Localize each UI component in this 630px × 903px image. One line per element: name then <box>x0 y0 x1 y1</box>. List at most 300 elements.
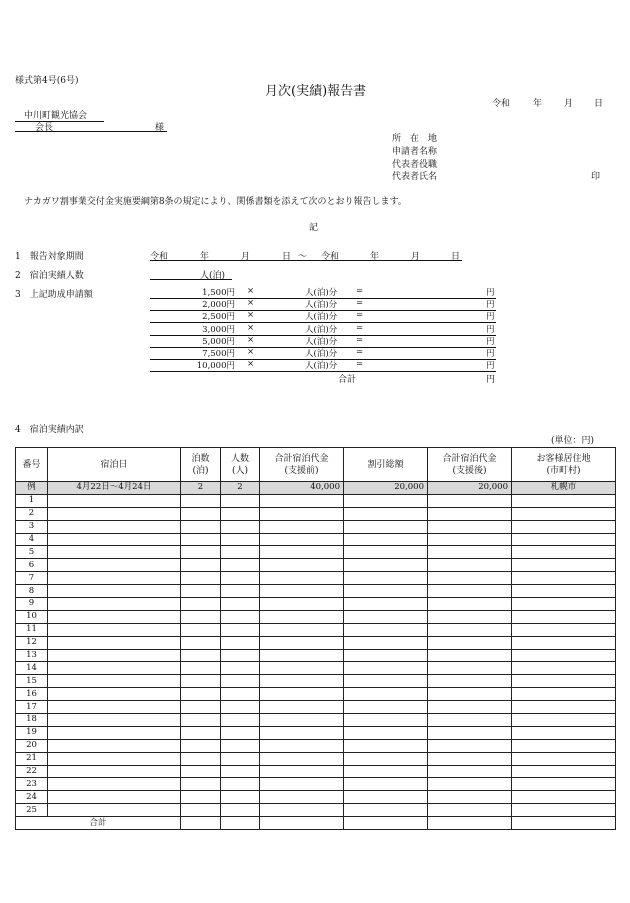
subsidy-unit: 人(泊)分 <box>305 336 338 347</box>
table-cell[interactable] <box>428 714 512 727</box>
table-cell[interactable] <box>260 494 344 507</box>
table-cell[interactable] <box>221 636 260 649</box>
table-cell[interactable] <box>48 559 181 572</box>
table-cell[interactable] <box>344 739 428 752</box>
table-cell[interactable] <box>344 688 428 701</box>
subsidy-row <box>150 310 496 323</box>
table-cell[interactable] <box>512 675 616 688</box>
row-number: 22 <box>16 765 48 778</box>
period-year-end: 年 <box>370 252 380 262</box>
table-cell[interactable] <box>48 610 181 623</box>
table-cell[interactable] <box>260 559 344 572</box>
table-cell[interactable] <box>181 507 221 520</box>
row-number: 3 <box>16 520 48 533</box>
table-cell[interactable] <box>344 520 428 533</box>
table-cell[interactable] <box>428 520 512 533</box>
table-cell[interactable] <box>48 765 181 778</box>
table-cell[interactable] <box>181 778 221 791</box>
table-cell[interactable] <box>181 791 221 804</box>
period-era-end: 令和 <box>321 252 340 262</box>
table-cell[interactable] <box>181 610 221 623</box>
times-sign: × <box>247 298 255 309</box>
table-cell[interactable] <box>48 636 181 649</box>
equals-sign: = <box>356 359 364 370</box>
subsidy-rate: 10,000円 <box>196 361 235 372</box>
table-cell[interactable] <box>181 494 221 507</box>
equals-sign: = <box>356 322 364 333</box>
table-cell[interactable] <box>260 507 344 520</box>
table-cell[interactable] <box>428 804 512 817</box>
example-cell: 2 <box>221 482 260 495</box>
header-stay-date: 宿泊日 <box>48 448 181 482</box>
period-month-start: 月 <box>241 252 251 262</box>
table-cell[interactable] <box>48 714 181 727</box>
table-cell[interactable] <box>260 585 344 598</box>
table-cell[interactable] <box>181 714 221 727</box>
table-cell[interactable] <box>221 559 260 572</box>
table-row <box>16 778 616 791</box>
period-line <box>150 249 462 261</box>
table-cell[interactable] <box>428 688 512 701</box>
times-sign: × <box>247 334 255 345</box>
table-cell[interactable] <box>181 739 221 752</box>
table-cell[interactable] <box>428 546 512 559</box>
table-cell[interactable] <box>428 494 512 507</box>
table-cell[interactable] <box>221 675 260 688</box>
seal-mark: 印 <box>591 172 601 182</box>
applicant-name-label: 申請者名称 <box>392 147 438 157</box>
table-cell[interactable] <box>221 610 260 623</box>
subsidy-row <box>150 323 496 336</box>
period-day-end: 日 <box>451 252 461 262</box>
table-cell[interactable] <box>512 662 616 675</box>
subsidy-rate: 7,500円 <box>202 349 235 359</box>
equals-sign: = <box>356 286 364 296</box>
example-cell: 2 <box>181 482 221 495</box>
header-total-before: 合計宿泊代金 (支援前) <box>260 448 344 482</box>
table-cell[interactable] <box>428 610 512 623</box>
table-cell[interactable] <box>512 726 616 739</box>
row-number: 11 <box>16 623 48 636</box>
table-cell[interactable] <box>344 662 428 675</box>
table-cell[interactable] <box>260 649 344 662</box>
table-cell[interactable] <box>181 649 221 662</box>
table-cell[interactable] <box>512 701 616 714</box>
example-cell: 札幌市 <box>512 482 616 495</box>
example-cell: 20,000 <box>428 482 512 495</box>
row-number: 12 <box>16 636 48 649</box>
table-cell[interactable] <box>512 688 616 701</box>
table-cell[interactable] <box>48 494 181 507</box>
period-day-start: 日 <box>282 252 292 262</box>
table-cell[interactable] <box>512 494 616 507</box>
times-sign: × <box>247 310 255 321</box>
table-row <box>16 533 616 546</box>
table-row <box>16 546 616 559</box>
table-cell[interactable] <box>344 778 428 791</box>
table-row <box>16 804 616 817</box>
total-cell[interactable] <box>344 817 428 830</box>
table-cell[interactable] <box>428 533 512 546</box>
table-cell[interactable] <box>428 598 512 611</box>
table-cell[interactable] <box>428 765 512 778</box>
table-cell[interactable] <box>260 546 344 559</box>
header-guests: 人数 (人) <box>221 448 260 482</box>
total-cell[interactable] <box>512 817 616 830</box>
subsidy-unit: 人(泊)分 <box>305 300 338 311</box>
table-cell[interactable] <box>221 546 260 559</box>
table-cell[interactable] <box>181 572 221 585</box>
stays-unit: 人(泊) <box>200 271 226 281</box>
row-number: 24 <box>16 791 48 804</box>
subsidy-unit: 人(泊)分 <box>305 312 338 323</box>
unit-note: (単位：円) <box>551 436 595 446</box>
table-cell[interactable] <box>181 546 221 559</box>
table-cell[interactable] <box>260 675 344 688</box>
table-cell[interactable] <box>344 494 428 507</box>
example-cell: 例 <box>16 482 48 495</box>
table-cell[interactable] <box>48 778 181 791</box>
header-number: 番号 <box>16 448 48 482</box>
table-cell[interactable] <box>260 804 344 817</box>
table-row <box>16 494 616 507</box>
yen-unit: 円 <box>486 312 495 323</box>
table-cell[interactable] <box>428 752 512 765</box>
times-sign: × <box>247 286 255 296</box>
table-cell[interactable] <box>181 520 221 533</box>
table-cell[interactable] <box>221 494 260 507</box>
table-cell[interactable] <box>428 507 512 520</box>
table-cell[interactable] <box>181 533 221 546</box>
table-cell[interactable] <box>260 688 344 701</box>
total-label: 合計 <box>16 817 181 830</box>
row-number: 19 <box>16 726 48 739</box>
row-number: 25 <box>16 804 48 817</box>
table-cell[interactable] <box>512 585 616 598</box>
yen-unit: 円 <box>486 324 495 335</box>
table-row <box>16 572 616 585</box>
subsidy-rate: 2,500円 <box>202 312 235 323</box>
total-cell[interactable] <box>181 817 221 830</box>
table-cell[interactable] <box>221 623 260 636</box>
table-cell[interactable] <box>344 714 428 727</box>
example-row <box>16 482 616 495</box>
breakdown-label: 4 宿泊実績内訳 <box>15 425 84 435</box>
table-cell[interactable] <box>260 572 344 585</box>
addressee-line <box>15 120 167 132</box>
table-cell[interactable] <box>260 752 344 765</box>
table-cell[interactable] <box>428 791 512 804</box>
period-tilde: 〜 <box>298 252 308 262</box>
subsidy-row <box>150 359 496 372</box>
table-cell[interactable] <box>48 585 181 598</box>
table-row <box>16 610 616 623</box>
table-cell[interactable] <box>48 752 181 765</box>
subsidy-unit: 人(泊)分 <box>305 349 338 359</box>
table-cell[interactable] <box>512 598 616 611</box>
applicant-rep-title-label: 代表者役職 <box>392 160 438 170</box>
table-row <box>16 662 616 675</box>
table-cell[interactable] <box>512 546 616 559</box>
table-cell[interactable] <box>48 533 181 546</box>
table-cell[interactable] <box>344 804 428 817</box>
form-number: 様式第4号(6号) <box>15 76 79 86</box>
total-cell[interactable] <box>260 817 344 830</box>
table-row <box>16 598 616 611</box>
equals-sign: = <box>356 298 364 309</box>
subsidy-rate: 5,000円 <box>202 336 235 347</box>
equals-sign: = <box>356 334 364 345</box>
row-number: 5 <box>16 546 48 559</box>
table-row <box>16 739 616 752</box>
table-cell[interactable] <box>221 572 260 585</box>
table-cell[interactable] <box>221 520 260 533</box>
table-cell[interactable] <box>181 701 221 714</box>
table-cell[interactable] <box>221 585 260 598</box>
period-label: 1 報告対象期間 <box>15 252 84 262</box>
table-row <box>16 752 616 765</box>
table-cell[interactable] <box>181 752 221 765</box>
row-number: 9 <box>16 598 48 611</box>
table-cell[interactable] <box>221 804 260 817</box>
table-cell[interactable] <box>512 804 616 817</box>
table-cell[interactable] <box>48 791 181 804</box>
table-cell[interactable] <box>512 520 616 533</box>
table-cell[interactable] <box>344 701 428 714</box>
table-cell[interactable] <box>512 752 616 765</box>
subsidy-unit: 人(泊)分 <box>305 324 338 335</box>
table-cell[interactable] <box>260 765 344 778</box>
row-number: 21 <box>16 752 48 765</box>
addressee-honorific: 様 <box>155 123 165 133</box>
table-cell[interactable] <box>221 688 260 701</box>
table-cell[interactable] <box>48 649 181 662</box>
table-cell[interactable] <box>512 572 616 585</box>
subsidy-rate: 1,500円 <box>202 288 235 298</box>
table-cell[interactable] <box>181 623 221 636</box>
subsidy-row <box>150 347 496 360</box>
stays-line <box>150 268 232 280</box>
table-cell[interactable] <box>512 507 616 520</box>
table-cell[interactable] <box>260 598 344 611</box>
table-cell[interactable] <box>512 559 616 572</box>
table-cell[interactable] <box>428 649 512 662</box>
table-cell[interactable] <box>344 507 428 520</box>
table-cell[interactable] <box>344 752 428 765</box>
row-number: 4 <box>16 533 48 546</box>
table-cell[interactable] <box>344 559 428 572</box>
table-cell[interactable] <box>260 610 344 623</box>
header-discount: 割引総額 <box>344 448 428 482</box>
table-cell[interactable] <box>221 662 260 675</box>
table-cell[interactable] <box>221 752 260 765</box>
times-sign: × <box>247 359 255 370</box>
date-era: 令和 <box>492 99 511 109</box>
table-cell[interactable] <box>221 765 260 778</box>
applicant-address-label: 所 在 地 <box>392 134 438 144</box>
equals-sign: = <box>356 347 364 357</box>
row-number: 6 <box>16 559 48 572</box>
table-cell[interactable] <box>428 701 512 714</box>
table-cell[interactable] <box>48 726 181 739</box>
table-cell[interactable] <box>428 559 512 572</box>
table-cell[interactable] <box>181 636 221 649</box>
period-era-start: 令和 <box>150 252 169 262</box>
table-cell[interactable] <box>48 804 181 817</box>
table-cell[interactable] <box>428 623 512 636</box>
date-month: 月 <box>564 99 574 109</box>
table-cell[interactable] <box>344 572 428 585</box>
row-number: 20 <box>16 739 48 752</box>
yen-unit: 円 <box>486 288 495 298</box>
table-row <box>16 791 616 804</box>
table-cell[interactable] <box>428 636 512 649</box>
table-cell[interactable] <box>428 739 512 752</box>
table-cell[interactable] <box>260 714 344 727</box>
table-cell[interactable] <box>221 701 260 714</box>
row-number: 10 <box>16 610 48 623</box>
page-title: 月次(実績)報告書 <box>265 84 367 99</box>
table-cell[interactable] <box>344 546 428 559</box>
table-cell[interactable] <box>181 559 221 572</box>
table-cell[interactable] <box>181 662 221 675</box>
table-cell[interactable] <box>260 739 344 752</box>
table-cell[interactable] <box>512 623 616 636</box>
table-cell[interactable] <box>428 662 512 675</box>
subsidy-label: 3 上記助成申請額 <box>15 290 93 300</box>
table-cell[interactable] <box>48 572 181 585</box>
table-cell[interactable] <box>260 726 344 739</box>
table-cell[interactable] <box>260 623 344 636</box>
table-cell[interactable] <box>512 714 616 727</box>
example-cell: 4月22日〜4月24日 <box>48 482 181 495</box>
table-cell[interactable] <box>221 507 260 520</box>
yen-unit: 円 <box>486 336 495 347</box>
table-cell[interactable] <box>221 714 260 727</box>
table-row <box>16 714 616 727</box>
total-row <box>16 817 616 830</box>
subsidy-total-yen: 円 <box>486 375 496 385</box>
table-cell[interactable] <box>428 726 512 739</box>
table-cell[interactable] <box>48 739 181 752</box>
table-cell[interactable] <box>512 610 616 623</box>
table-cell[interactable] <box>221 778 260 791</box>
table-row <box>16 649 616 662</box>
table-row <box>16 636 616 649</box>
table-cell[interactable] <box>48 675 181 688</box>
table-cell[interactable] <box>344 726 428 739</box>
table-cell[interactable] <box>260 636 344 649</box>
table-cell[interactable] <box>221 533 260 546</box>
table-cell[interactable] <box>344 636 428 649</box>
table-cell[interactable] <box>260 533 344 546</box>
table-cell[interactable] <box>260 701 344 714</box>
table-cell[interactable] <box>344 765 428 778</box>
table-cell[interactable] <box>181 675 221 688</box>
table-cell[interactable] <box>428 572 512 585</box>
header-total-after: 合計宿泊代金 (支援後) <box>428 448 512 482</box>
table-cell[interactable] <box>344 623 428 636</box>
table-cell[interactable] <box>48 546 181 559</box>
table-cell[interactable] <box>48 507 181 520</box>
applicant-rep-name-label: 代表者氏名 <box>392 172 438 182</box>
table-row <box>16 623 616 636</box>
table-cell[interactable] <box>260 791 344 804</box>
table-cell[interactable] <box>512 636 616 649</box>
table-cell[interactable] <box>344 598 428 611</box>
period-year-start: 年 <box>200 252 210 262</box>
table-cell[interactable] <box>344 791 428 804</box>
table-cell[interactable] <box>344 585 428 598</box>
total-cell[interactable] <box>221 817 260 830</box>
table-cell[interactable] <box>181 726 221 739</box>
table-cell[interactable] <box>181 585 221 598</box>
table-cell[interactable] <box>512 739 616 752</box>
table-cell[interactable] <box>260 520 344 533</box>
row-number: 15 <box>16 675 48 688</box>
table-cell[interactable] <box>181 765 221 778</box>
yen-unit: 円 <box>486 361 495 372</box>
table-cell[interactable] <box>48 598 181 611</box>
table-cell[interactable] <box>512 778 616 791</box>
times-sign: × <box>247 347 255 357</box>
table-cell[interactable] <box>428 778 512 791</box>
table-cell[interactable] <box>260 662 344 675</box>
equals-sign: = <box>356 310 364 321</box>
subsidy-rate: 2,000円 <box>202 300 235 311</box>
table-cell[interactable] <box>221 739 260 752</box>
date-day: 日 <box>594 99 604 109</box>
table-cell[interactable] <box>344 533 428 546</box>
table-cell[interactable] <box>181 688 221 701</box>
table-cell[interactable] <box>48 623 181 636</box>
subsidy-row <box>150 286 496 299</box>
table-cell[interactable] <box>260 778 344 791</box>
table-cell[interactable] <box>221 649 260 662</box>
table-cell[interactable] <box>221 598 260 611</box>
table-cell[interactable] <box>221 726 260 739</box>
addressee-position: 会長 <box>35 123 54 133</box>
header-nights: 泊数 (泊) <box>181 448 221 482</box>
header-residence: お客様居住地 (市町村) <box>512 448 616 482</box>
table-cell[interactable] <box>512 791 616 804</box>
ki-heading: 記 <box>309 223 319 233</box>
table-cell[interactable] <box>48 520 181 533</box>
example-cell: 40,000 <box>260 482 344 495</box>
table-cell[interactable] <box>48 662 181 675</box>
table-cell[interactable] <box>344 675 428 688</box>
row-number: 2 <box>16 507 48 520</box>
table-cell[interactable] <box>512 533 616 546</box>
table-cell[interactable] <box>428 675 512 688</box>
total-cell[interactable] <box>428 817 512 830</box>
table-cell[interactable] <box>48 688 181 701</box>
table-cell[interactable] <box>428 585 512 598</box>
row-number: 1 <box>16 494 48 507</box>
table-cell[interactable] <box>221 791 260 804</box>
period-month-end: 月 <box>411 252 421 262</box>
row-number: 23 <box>16 778 48 791</box>
subsidy-unit: 人(泊)分 <box>305 361 338 372</box>
table-cell[interactable] <box>344 610 428 623</box>
table-cell[interactable] <box>48 701 181 714</box>
table-header-row <box>16 448 616 482</box>
table-cell[interactable] <box>344 649 428 662</box>
table-cell[interactable] <box>181 598 221 611</box>
table-cell[interactable] <box>512 765 616 778</box>
table-cell[interactable] <box>512 649 616 662</box>
table-cell[interactable] <box>181 804 221 817</box>
